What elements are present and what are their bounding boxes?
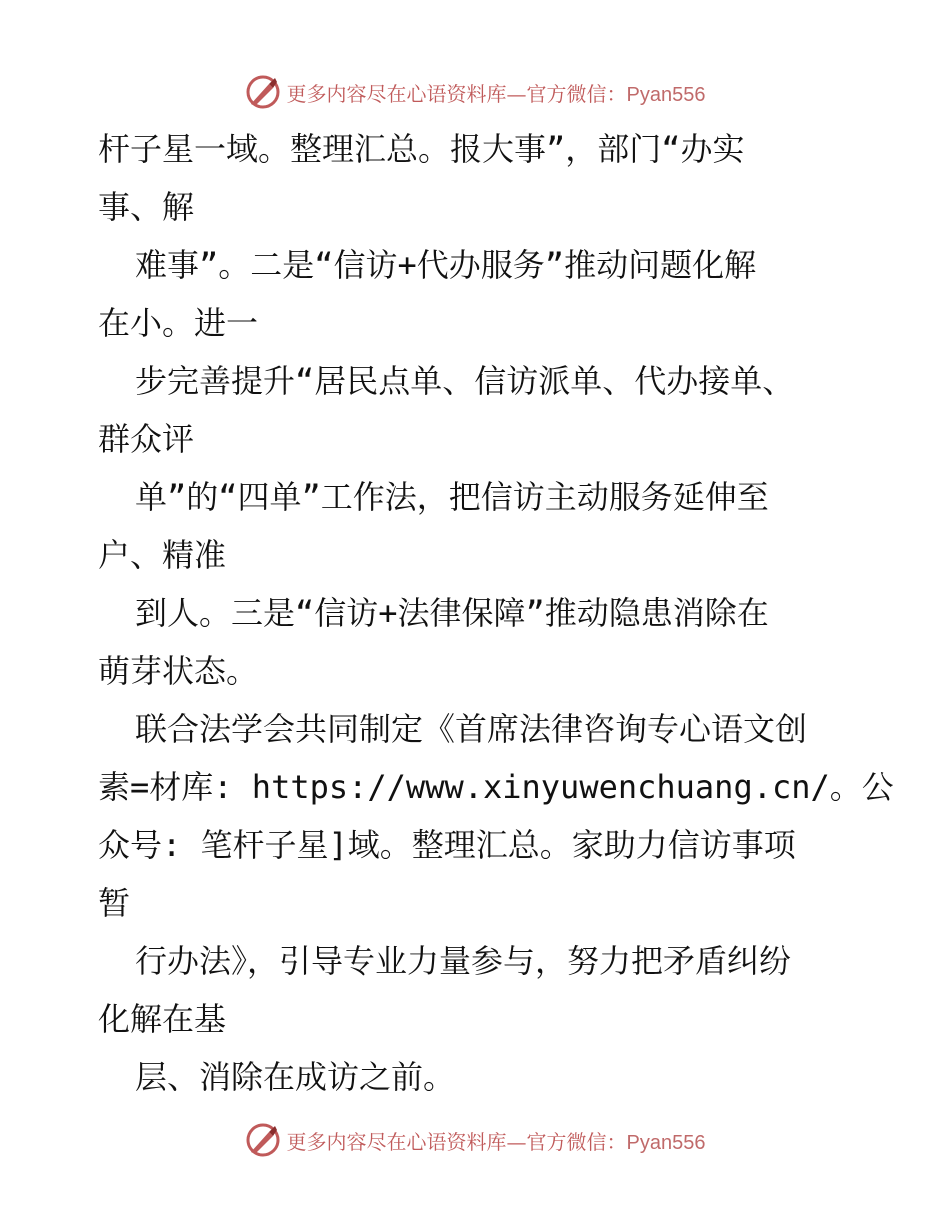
text-line: 联合法学会共同制定《首席法律咨询专心语文创 <box>135 710 808 748</box>
text-line: 素=材库: https://www.xinyuwenchuang.cn/。公 <box>98 768 894 806</box>
pen-logo-icon <box>245 74 281 110</box>
text-line: 户、精准 <box>98 536 227 574</box>
text-line: 众号: 笔杆子星]域。整理汇总。家助力信访事项 <box>98 826 796 864</box>
text-line: 行办法》，引导专业力量参与，努力把矛盾纠纷 <box>135 942 792 980</box>
text-line: 化解在基 <box>98 1000 227 1038</box>
text-line: 杆子星一域。整理汇总。报大事”，部门“办实 <box>98 130 745 168</box>
text-line: 到人。三是“信访+法律保障”推动隐患消除在 <box>135 594 769 632</box>
text-line: 萌芽状态。 <box>98 652 259 690</box>
header-banner <box>0 70 950 114</box>
wechat-id: Pyan556 <box>626 83 706 106</box>
text-line: 层、消除在成访之前。 <box>135 1058 456 1096</box>
banner-text: 更多内容尽在心语资料库—官方微信：Pyan556 <box>286 81 706 106</box>
text-line: 暂 <box>98 884 131 922</box>
text-line: 群众评 <box>98 420 195 458</box>
wechat-id: Pyan556 <box>626 1131 706 1154</box>
text-line: 步完善提升“居民点单、信访派单、代办接单、 <box>135 362 795 400</box>
footer-banner <box>0 1118 950 1162</box>
text-line: 事、解 <box>98 188 195 226</box>
text-line: 难事”。二是“信访+代办服务”推动问题化解 <box>135 246 757 284</box>
text-line: 单”的“四单”工作法，把信访主动服务延伸至 <box>135 478 769 516</box>
body-text <box>98 120 894 1106</box>
pen-logo-icon <box>245 1122 281 1158</box>
text-line: 在小。进一 <box>98 304 259 342</box>
banner-text: 更多内容尽在心语资料库—官方微信：Pyan556 <box>286 1129 706 1154</box>
